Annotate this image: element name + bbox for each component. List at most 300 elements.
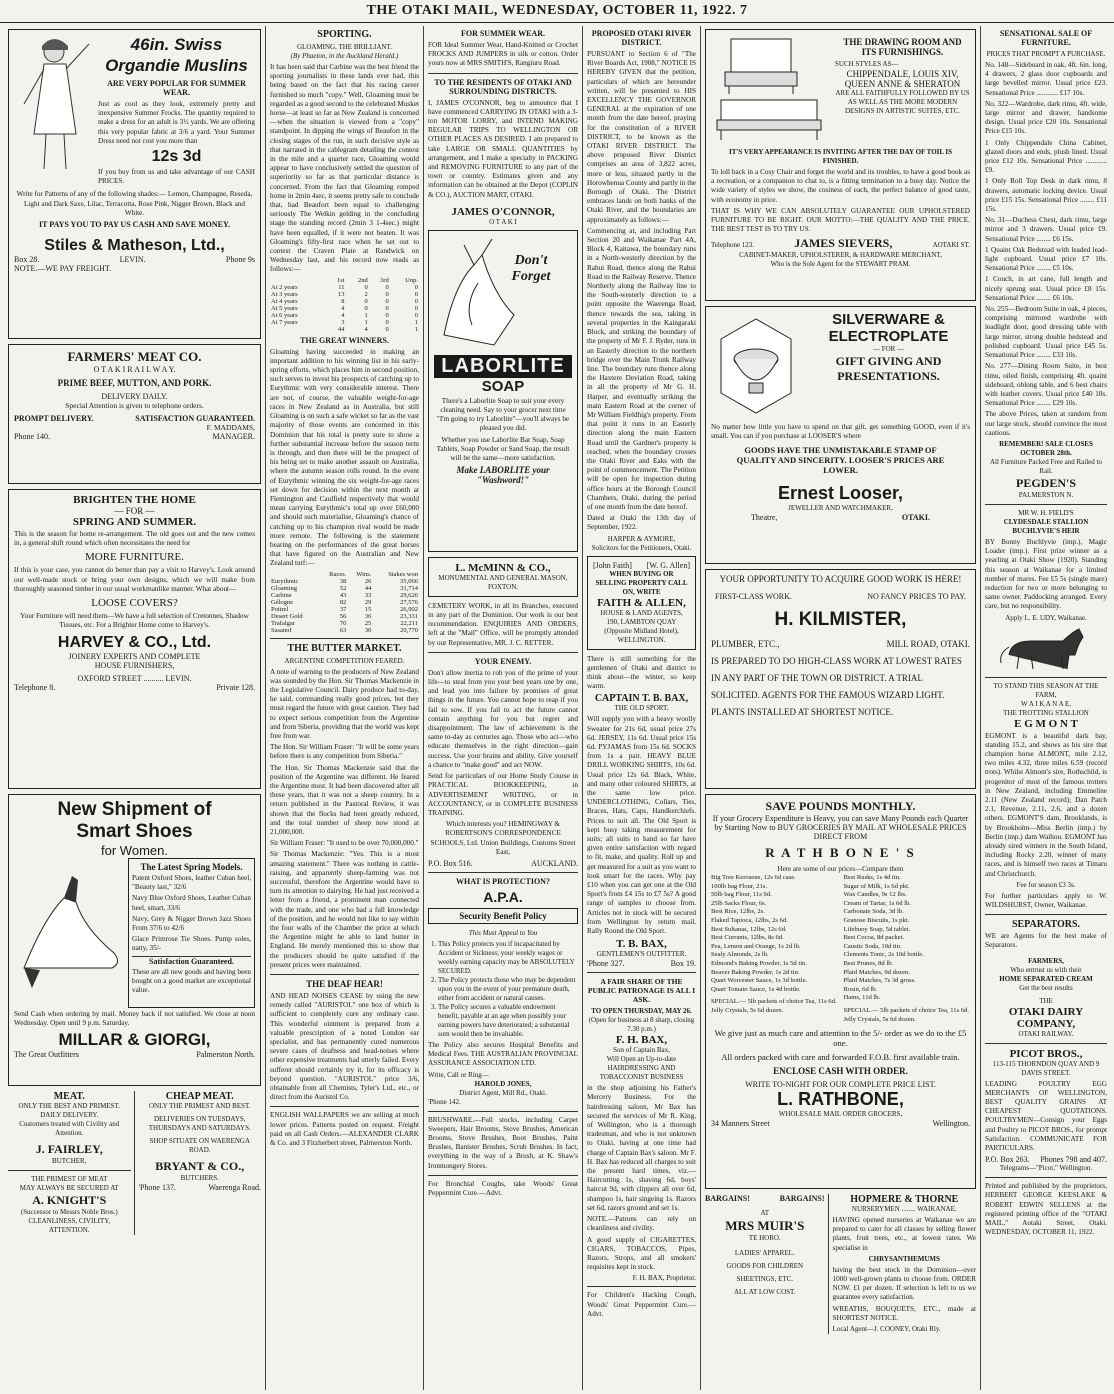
butter-title: THE BUTTER MARKET. xyxy=(287,642,402,654)
looser-town: OTAKI. xyxy=(901,513,930,523)
millar-models-box xyxy=(128,858,255,1008)
farmers-phone: Phone 140. xyxy=(14,432,50,441)
egmont-place: W A I K A N A E, xyxy=(1020,699,1072,708)
farmers-prompt: PROMPT DELIVERY. xyxy=(14,414,94,423)
sievers-trade: CABINET-MAKER, UPHOLSTERER, & HARDWARE MERCHANT, xyxy=(739,251,942,260)
separators-p: WE are Agents for the best make of Separators. xyxy=(985,932,1107,950)
millar-outfitters: The Great Outfitters xyxy=(14,1050,79,1060)
enemy-p2: Send for particulars of our Home Study Course in PRACTICAL BOOKKEEPING, in ADVERTISEMENT WRITING, or in ACCOUNTANCY, or in COMPLETE BUSINESS TRAINING. xyxy=(428,772,578,817)
table-row: Gélogne 82 29 27,576 xyxy=(271,598,418,606)
bax-name: CAPTAIN T. B. BAX, xyxy=(594,693,689,705)
deaf-title: THE DEAF HEAR! xyxy=(306,979,383,990)
harvey-private: Private 128. xyxy=(216,683,255,693)
millar-model-3: Navy, Grey & Nigger Brown Jazz Shoes From 37/6 to 42/6 xyxy=(132,914,251,933)
pegden-freight: All Furniture Packed Free and Railed to Rail. xyxy=(990,457,1102,475)
winners-table: Races. Wins. Stakes won Eurythmic 38 26 35,066 Gloaming 52 44 31,714 Carbine 43 33 29,626 Gélogne 82 29 27,576 Poitrel 37 15 26,902 Desert Gold 56 36 23,331 Trafalgar 70 25 22,211 Sasanof 63 30 20,770 xyxy=(271,570,418,634)
millar-model-4: Glace Primrose Tie Shoes. Pump soles, natty, 35/- xyxy=(132,935,251,953)
mcminn-sub: MONUMENTAL AND GENERAL MASON, xyxy=(438,573,568,582)
river-dated: Dated at Otaki the 13th day of September, 1922. xyxy=(587,514,696,532)
table-row: Sasanof 63 30 20,770 xyxy=(271,626,418,634)
mcminn-name: L. McMINN & CO., xyxy=(455,561,551,574)
enemy-p3: Which interests you? HEMINGWAY & ROBERTSON'S CORRESPONDENCE SCHOOLS, Ltd. Union Buildings, Customs Street East, xyxy=(430,820,576,856)
farmers-satisfaction: SATISFACTION GUARANTEED. xyxy=(135,414,255,423)
fh-open: TO OPEN THURSDAY, MAY 26. xyxy=(591,1007,692,1016)
rathbone-enclose: ENCLOSE CASH WITH ORDER. xyxy=(773,1066,908,1077)
chair-illustration-icon xyxy=(711,34,831,144)
swiss-price: 12s 3d xyxy=(151,148,202,166)
egmont-p: EGMONT is a beautiful dark bay, standing 15.2, and shows as his sire that champion horse ALMONT, mile 2.12, two miles 4.32, three miles 6.59 (record trots). Whilst Almont's sire, Rothschild, is progenitor of most of the famous trotters in New Zealand, including Emmeline 2.11 (New Zealand record); Dan Patch 2.1, Revenue, 2.11, 2.6, and a dozen others. EGMONT'S dam, Brooklands, is by Brookholm—Miss Berlin (imp.) by Berlin (imp.) dam Waihou. EGMONT has already sired winners in the South Island, including Rocky 2.20, winner of many races, and is himself two races at Timaru and Christchurch. xyxy=(985,731,1107,878)
list-item: Plaid Matches, 7s 3d gross. xyxy=(843,977,916,985)
column-3 xyxy=(424,26,583,1390)
muir-at: AT xyxy=(760,1209,770,1217)
millar-models-title: The Latest Spring Models. xyxy=(140,862,243,872)
sievers-guarantee: THAT IS WHY WE CAN ABSOLUTELY GUARANTEE OUR UPHOLSTERED FURNITURE TO BE RIGHT. OUR MOTTO:—THE QUALITY AND THE PRICE. THE BEST TEST IS TO TRY US. xyxy=(711,206,970,234)
cheap-trade: BUTCHERS. xyxy=(180,1174,219,1182)
cheap-l1: ONLY THE PRIMEST AND BEST. xyxy=(148,1102,251,1110)
list-item: Best Sultanas, 12lbs, 12s 6d. xyxy=(711,925,787,933)
sievers-advert xyxy=(705,29,976,301)
deaf-p8: AND HEAD NOISES CEASE by using the new remedy called "AURISTOL" one box of which is sufficient to completely cure any ordinary case. This wonderful ointment is prepared from a valuable prescription of a noted London ear specialist, and has permanently cured numerous severe cases of deafness and head-noises where other expensive treatments had utterly failed. Every sufferer should certainly try it, for its efficacy is beyond question. "AURISTOL" price 3/6, obtainable from all Chemists, Tyler's Ltd., etc., or direct from the Auristol Co. xyxy=(270,992,419,1102)
meat-title: MEAT. xyxy=(53,1091,85,1102)
farmers-line1: PRIME BEEF, MUTTON, AND PORK. xyxy=(57,378,212,388)
kilmister-road: MILL ROAD, OTAKI. xyxy=(886,639,970,649)
enemy-p: Don't allow inertia to rob you of the prime of your life—to steal from you your best years one by one, and lead you into failure by promises of great things in the future. You cannot hope to reap if you fail to sow. If you fail to act the future cannot contain anything for you but regret and disappointment. The law of achievement is the same to-day as centuries ago. Those who act—who educate themselves in the right direction—gain success. Use your brains and ability. Give yourself a chance to "make good" and act NOW. xyxy=(428,668,578,769)
table-row: At 4 years 8 0 0 0 xyxy=(271,297,418,305)
dairy-the: THE xyxy=(1039,996,1053,1005)
summer-title: FOR SUMMER WEAR. xyxy=(460,29,546,38)
cheap-l2: DELIVERIES ON TUESDAYS, THURSDAYS AND SATURDAYS. xyxy=(148,1115,251,1132)
harvey-tel: Telephone 8. xyxy=(14,683,56,693)
list-item: No. 148—Sideboard in oak, 4ft. 6in. long, 4 drawers, 2 glass door cupboards and large bevelled mirror. Usual price £23. Sensational Price ............ £17 10s. xyxy=(985,61,1107,97)
harvey-advert xyxy=(8,489,261,789)
egmont-further: For further particulars apply to W. WILDSHURST, Owner, Waikanae. xyxy=(985,891,1107,909)
enemy-city: AUCKLAND. xyxy=(531,858,578,868)
list-item: Best Cocoa, 8d packet. xyxy=(843,934,905,942)
list-item: Rosin, 6d lb. xyxy=(843,985,878,993)
hopmere-p2: having the best stock in the Dominion—over 1000 well-grown plants to choose from. ORDER NOW. £1 per dozen. If selection is left to us we guarantee every satisfaction. xyxy=(832,1265,976,1302)
list-item: 1. This Policy protects you if incapacitated by Accident or Sickness; your weekly wages or weekly earning capacity may be ABSOLUTELY SECURED. xyxy=(438,940,578,976)
rathbone-pricelist xyxy=(711,874,970,1024)
list-item: No. 322—Wardrobe, dark rimu, 4ft. wide, large mirror and drawer, handsome design. Usual price £20 10s. Sensational Price £15 10s. xyxy=(985,99,1107,136)
list-item: Best Prunes, 8d lb. xyxy=(843,959,894,967)
masthead: THE OTAKI MAIL, WEDNESDAY, OCTOBER 11, 1922. 7 xyxy=(366,3,748,18)
harvey-firm: HARVEY & CO., Ltd. xyxy=(57,634,212,652)
kilmister-l2: NO FANCY PRICES TO PAY. xyxy=(867,592,966,601)
bax-p: Will supply you with a heavy woolly Sweater for 21s 6d, usual price 27s 6d. JERSEY, 11s 6d. Usual price 15s 6d. PYJAMAS from 15s 6d. SOCKS from 1s a pair. HEAVY BLUE DRILL WORKING SHIRTS, 10s 6d. Usual price 12s 6d. Black, White, and many other coloured SHIRTS, at the same low price. UNDERCLOTHING, Collars, Ties, Braces, Hats, Caps, Handkerchiefs. Prices to suit all. The Old Sport is kept busy taking measurement for suits; all suits to hand so far have given entire satisfaction with regard to fit, make, and quality. Roll up and get measured for a suit as you want to look smart for the races. Why pay £10 when you can get one at the Old Sport's from £4 15s to £7 5s? A good range of samples to choose from. Articles not in stock will be secured from Wellington by return mail. Rally Round the Old Sport. xyxy=(587,715,696,936)
bax-sign2: GENTLEMEN'S OUTFITTER. xyxy=(596,950,687,959)
stallion-apply: Apply L. E. UDY, Waikanae. xyxy=(1005,613,1087,622)
looser-h2: ELECTROPLATE xyxy=(828,328,949,345)
muir-l4: ALL AT LOW COST. xyxy=(733,1288,796,1296)
millar-goods: These are all new goods and having been bought on a good market are exceptional value. xyxy=(132,967,251,995)
fh-sign: F. H. BAX, Proprietor. xyxy=(632,1274,696,1283)
oconnor-title: TO THE RESIDENTS OF OTAKI AND SURROUNDING DISTRICTS. xyxy=(434,77,572,96)
list-item: 3. The Policy secures a valuable endowment benefit, payable at an age when possibly your earning powers have deteriorated; a substantial sum would then be invaluable. xyxy=(438,1003,578,1039)
swiss-note: If you buy from us and take advantage of our CASH PRICES. xyxy=(98,168,255,186)
millar-h3: for Women. xyxy=(101,843,168,858)
dairy-name: OTAKI DAIRY COMPANY, xyxy=(1008,1005,1084,1030)
swiss-body: Just as cool as they look, extremely pretty and inexpensive Summer Frocks. The quantity required to make a dress for an adult is 3½ yards. We are offering this very popular fabric at 3/6 a yard. Your Summer Dress need not cost you more than xyxy=(98,100,255,145)
table-row: 44 4 0 1 xyxy=(338,325,418,333)
faith-addr: 190, LAMBTON QUAY (Opposite Midland Hotel), WELLINGTON. xyxy=(604,617,679,644)
stiles-box: Box 28. xyxy=(14,255,40,265)
gloaming-record-table: 1st 2nd 3rd Unp. At 2 years 11 0 0 0 At 3 years 13 2 0 0 At 4 years 8 0 0 0 At 5 years 4 0 0 0 At 6 years 4 1 0 0 At 7 years 3 1 0 1 44 4 0 1 xyxy=(271,276,418,333)
looser-goods: GOODS HAVE THE UNMISTAKABLE STAMP OF QUALITY AND SINCERITY. LOOSER'S PRICES ARE LOWER. xyxy=(736,445,945,476)
butter-p3: A note of warning to the producers of New Zealand was sounded by the Hon. Sir Thomas Mackenzie in the Legislative Council. Dairy produce had to-day, he said, commanding really good prices, but they must regard the future with great caution. They had to expect serious competition from the Argentine and from Siberia, providing that the world was kept free from war. xyxy=(270,667,419,740)
list-item: Best Rice, 12lbs, 2s. xyxy=(711,908,765,916)
column-6 xyxy=(981,26,1111,1390)
millar-firm: MILLAR & GIORGI, xyxy=(58,1030,211,1050)
fh-note: NOTE.—Patrons can rely on cleanliness and civility. xyxy=(587,1215,696,1233)
river-p1: PURSUANT to Section 6 of "The River Boards Act, 1908," NOTICE IS HEREBY GIVEN that the petition, particulars of which are hereunder written, will be presented to HIS EXCELLENCY THE GOVERNOR GENERAL at the expiration of one month from the date hereof, praying for the constitution of a RIVER DISTRICT, to be known as the OTAKI RIVER DISTRICT. The above proposed River District comprises an area of 3,822 acres, more or less, situated partly in the Horowhenua County and partly in the Borough of Otaki. The District embraces lands on both banks of the Otaki River, and the boundaries are approximately as follows:— xyxy=(587,50,696,224)
egmont-title: TO STAND THIS SEASON AT THE FARM, xyxy=(993,681,1099,699)
knight-l2: MAY ALWAYS BE SECURED AT xyxy=(19,1184,119,1192)
apa-list xyxy=(428,940,578,1039)
sievers-name: JAMES SIEVERS, xyxy=(794,236,893,251)
table-row: At 7 years 3 1 0 1 xyxy=(271,318,418,326)
looser-name: Ernest Looser, xyxy=(777,483,904,504)
table-row: At 5 years 4 0 0 0 xyxy=(271,304,418,312)
brushware-p: BRUSHWARE.—Full stocks, including Carpet Sweepers, Hair Brooms, Stove Brushes, American Brooms, Stove Brushes, Boot Brushes, Paint Brushes, Banister Brushes, Scrub Brushes. In fact, everything in the way of a Brush, at K. Shaw's Ironmongery Stores. xyxy=(428,1115,578,1170)
stallion-title: CLYDESDALE STALLION xyxy=(1003,517,1089,526)
table-row: Trafalgar 70 25 22,211 xyxy=(271,619,418,627)
summer-p: FOR Ideal Summer Wear, Hand-Knitted or Crochet FROCKS AND JUMPERS in silk or cotton. Order yours now at MRS SMITH'S, Rangiuru Road. xyxy=(428,41,578,68)
looser-p: No matter how little you have to spend on that gift, get something GOOD, even if it's small. You can if you purchase at LOOSER'S where xyxy=(711,423,970,441)
list-item: Plaid Matches, 9d dozen. xyxy=(843,968,910,976)
rathbone-advert xyxy=(705,794,976,1189)
millar-model-2: Navy Blue Oxford Shoes, Leather Cuban heel, smart, 33/6 xyxy=(132,894,251,912)
rathbone-give: We give just as much care and attention to the 5/- order as we do to the £5 one. xyxy=(714,1028,967,1049)
cheap-title: CHEAP MEAT. xyxy=(165,1091,234,1102)
rathbone-name: R A T H B O N E ' S xyxy=(765,845,916,860)
harvey-loose: LOOSE COVERS? xyxy=(91,597,178,610)
harvey-sub1: JOINERY EXPERTS AND COMPLETE xyxy=(68,652,201,662)
table-row: Gloaming 52 44 31,714 xyxy=(271,584,418,592)
sievers-styles: SUCH STYLES AS— xyxy=(835,60,899,68)
butter-sub: ARGENTINE COMPETITION FEARED. xyxy=(284,656,405,665)
hopmere-agent: Local Agent—J. COONEY, Otaki Rly. xyxy=(832,1325,941,1334)
stallion-p: BY Bonny Buchlyvie (imp.), Magic Loader (imp.). First prize winner as a yearling at Otaki Show (1920). Standing this season at Waikanae for a limited number of mares. Fee £5 5s (single mare) reduction for two or more belonging to same owner. Paddocking arranged. Every care, but no responsibility. xyxy=(985,537,1107,611)
sievers-s3: ARE ALL FAITHFULLY FOLLOWED BY US AS WELL AS THE MORE MODERN DESIGNS IN ARTISTIC SUITES, ETC. xyxy=(835,89,970,115)
stiles-phone: Phone 9s xyxy=(225,255,255,265)
list-item: 50lb bag Flour, 11s 9d. xyxy=(711,891,772,899)
list-item: Quart Worcester Sauce, 1s 3d bottle. xyxy=(711,977,808,985)
pegden-town: PALMERSTON N. xyxy=(1018,490,1074,499)
lady-illustration-icon xyxy=(14,34,98,174)
kilmister-name: H. KILMISTER, xyxy=(774,609,907,630)
shoe-illustration-icon xyxy=(14,858,124,1008)
list-item: Beaver Baking Powder, 1s 2d tin. xyxy=(711,968,800,976)
list-item: No. 277—Dining Room Suite, in best rimu, oiled finish, comprising 4ft. quaint sideboard, oblong table, and 6 best chairs with leather covers. Usual price £40 10s. Sensational Price ........ £29 10s. xyxy=(985,362,1107,408)
list-item: 1 Only Chippendale China Cabinet, glazed doors and ends, plush lined. Usual price £12 10s. Sensational Price ............ £9. xyxy=(985,138,1107,175)
sievers-s1: CHIPPENDALE, LOUIS XIV, xyxy=(846,69,959,79)
kilmister-advert xyxy=(705,569,976,789)
hopmere-advert xyxy=(833,1194,976,1334)
rathbone-firm: L. RATHBONE, xyxy=(777,1089,904,1110)
list-item: Lifebuoy Soap, 5d tablet. xyxy=(843,925,911,933)
river-p2: Commencing at, and including Part Section 20 and Waikanae Part 4A, Block 4, Kaitawa, the boundary runs in a North-westerly direction by the Rahui Road, thence along the Rahui Road to the Railway Reserve. Thence Northerly along the Railway line to the South-westerly direction to a point opposite the Waerenga Road, thence towards the sea, taking in several properties in the Kaingaraki Block, and striking the boundary of the property of Mr F. J. Ryder, runs in an Easterly direction to the northern bridge over the Main Trunk Railway line. The boundary runs thence along the Haxtere Deviation Road, taking in all the property of Mr G. H. Harper, and eventually striking the main Eastern Road at the corner of Mr William Fieldhig's property. From that point it runs in an Easterly direction along the main Eastern Road until the Gardner's property is reached, when the boundary crosses the Otaki River and Eaks with the point of commencement. The Petition will be open for inspection during office hours at the Borough Council Chambers, Otaki, during the period of one month from the date hereof. xyxy=(587,226,696,511)
looser-for: — FOR — xyxy=(872,345,905,353)
oconnor-p: I, JAMES O'CONNOR, beg to announce that I have commenced CARRYING IN OTAKI with a 3-ton MOTOR LORRY, and INTEND MAKING REGULAR TRIPS TO WELLINGTON OR OTHER PLACES AS DESIRED. I am prepared to take LARGE OR SMALL QUANTITIES by arrangement, and I make a specialty in PACKING and REMOVING FURNITURE to any part of the town or country. Estimates given and any information can be obtained at the Depot (COPLIN & CO.), AUCTION MART, OTAKI. xyxy=(428,98,578,199)
cheap-name: BRYANT & CO., xyxy=(155,1159,245,1173)
rathbone-all: All orders packed with care and forwarded F.O.B. first available train. xyxy=(721,1052,960,1063)
list-item: No. 31—Duchess Chest, dark rimu, large mirror and 3 drawers. Usual price £9. Sensational Price ........ £6 15s. xyxy=(985,216,1107,243)
millar-giorgi-advert xyxy=(8,794,261,1086)
bax-sub: THE OLD SPORT, xyxy=(614,704,669,713)
knight-l5: ATTENTION. xyxy=(48,1226,90,1234)
kilmister-p: IS PREPARED TO DO HIGH-CLASS WORK AT LOWEST RATES IN ANY PART OF THE TOWN OR DISTRICT. A TRIAL SOLICITED. AGENTS FOR THE FAMOUS WIZARD LIGHT. PLANTS INSTALLED AT SHORTEST NOTICE. xyxy=(711,656,962,717)
list-item: No. 255—Bedroom Suite in oak, 4 pieces, comprising mirrored wardrobe with leadlight door, good dressing table with large mirror, strong double bedstead and polished cupboard. Usual price £45 5s. Sensational Price ........ £33 10s. xyxy=(985,305,1107,360)
laborlite-p2: Whether you use Laborlite Bar Soap, Soap Tablets, Soap Powder or Sand Soap, the result will be the same—more satisfaction. xyxy=(436,435,570,463)
fh-p: in the shop adjoining his Father's Mercery Business. For the hairdressing saloon, Mr Bax has secured the services of Mr R. King, of Wellington, who is a thorough tradesman, and who is not unknown to Otaki, having at one time had charge of Captain Bax's saloon. Mr F. H. Bax has reduced all charges to suit the present hard times, viz.—Haircutting 1s, shaving 6d, boys' haircut 9d, with clippers all over 6d, shampoo 1s, hair singeing 1s. Razors set 6d, razors ground and set 1s. xyxy=(587,1084,696,1212)
bottom-row xyxy=(705,1194,976,1334)
farmers-manager: F. MADDAMS, xyxy=(206,423,255,432)
sievers-st: AOTAKI ST. xyxy=(932,241,970,250)
harvey-h1: BRIGHTEN THE HOME xyxy=(73,494,196,506)
list-item: Edmond's Baking Powder, 1s 5d tin. xyxy=(711,959,807,967)
table-row: Eurythmic 38 26 35,066 xyxy=(271,577,418,585)
laborlite-brand: LABORLITE xyxy=(434,355,572,378)
stiles-advert xyxy=(8,29,261,339)
egmont-sub: THE TROTTING STALLION xyxy=(1003,708,1089,717)
muir-place: TE HORO. xyxy=(748,1234,781,1242)
picot-box: P.O. Box 263. xyxy=(985,1155,1030,1165)
cheap-l3: SHOP SITUATE ON WAERENGA ROAD. xyxy=(149,1137,251,1154)
list-item: Caustic Soda, 10d tin. xyxy=(843,942,902,950)
column-2 xyxy=(266,26,424,1390)
apa-p: The Policy also secures Hospital Benefits and Medical Fees. THE AUSTRALIAN PROVINCIAL ASSURANCE ASSOCIATION LTD. xyxy=(428,1040,578,1068)
sievers-tel: Telephone 123. xyxy=(711,241,755,250)
butter-p7: Sir Thomas Mackenzie: "Yes. This is a most amazing statement." There was nothing in cattle-raising, and apparently sheep-farming was not successful, therefore the Argentine would have to turn its attention to dairying. He had just received a letter from a friend, a prominent man connected with the trade, and one who had a full knowledge of the position, and he would not like to say within the four walls of the Chamber the price at which the Argentine might be able to land butter in England. He merely mentioned this to show that the producers should be quite satisfied if the present prices were maintained. xyxy=(270,850,419,969)
butter-p6: Sir William Fraser: "It used to be over 70,000,000." xyxy=(270,839,419,848)
river-signed2: Solicitors for the Petitioners, Otaki. xyxy=(591,543,692,552)
knight-l4: CLEANLINESS, CIVILITY, xyxy=(28,1217,111,1225)
list-item: Best Rusks, 1s 4d tin. xyxy=(843,874,901,881)
hopmere-chrys: CHRYSANTHEMUMS xyxy=(868,1254,940,1263)
column-4 xyxy=(583,26,701,1390)
list-item: 100lb bag Flour, 21s. xyxy=(711,882,767,890)
faith-left: [John Faith] xyxy=(593,560,632,570)
list-item: Cream of Tartar, 1s 6d lb. xyxy=(843,899,911,907)
laborlite-tag: Make LABORLITE your "Washword!" xyxy=(456,465,550,486)
bax-intro: There is still something for the gentlemen of Otaki and district to think about—the winter, so keep warm. xyxy=(587,654,696,691)
enemy-box: P.O. Box 516. xyxy=(428,858,473,868)
river-title: PROPOSED OTAKI RIVER DISTRICT. xyxy=(591,29,692,47)
pegden-sub: PRICES THAT PROMPT A PURCHASE. xyxy=(986,50,1106,58)
muir-name: MRS MUIR'S xyxy=(725,1218,805,1233)
list-item: Sugar of Milk, 1s 6d pkt. xyxy=(843,882,910,890)
apa-phone: 'Phone 142. xyxy=(428,1097,461,1106)
faith-allen-advert xyxy=(587,556,696,650)
list-item: Sealy Almonds, 2s lb. xyxy=(711,951,769,959)
winners-title: THE GREAT WINNERS. xyxy=(300,335,389,345)
masthead-rule xyxy=(0,22,1114,23)
picot-p: LEADING POULTRY EGG MERCHANTS OF WELLINGTON, BEST QUALITY GRAINS AT CHEAPEST QUOTATIONS. POULTRYMEN—Consign your Eggs and Poultry to PICOT BROS., for prompt Satisfaction. COMMUNICATE FOR PARTICULARS. xyxy=(985,1079,1107,1153)
dairy-best: Get the best results xyxy=(1019,983,1073,992)
harvey-p2: If this is your case, you cannot do better than pay a visit to Harvey's. Look around our well-made stock or bring your own designs, which we will make from thoroughly seasoned timber in our usual workmanlike manner. What about— xyxy=(14,566,255,593)
muir-l1: LADIES' APPAREL. xyxy=(734,1249,795,1257)
apa-intro: This Must Appeal to You xyxy=(468,928,538,937)
faith-name: FAITH & ALLEN, xyxy=(597,596,686,609)
fh-supply: A good supply of CIGARETTES, CIGARS, TOBACCOS, Pipes, Razors, Strops, and all smokers' requisites kept in stock. xyxy=(587,1235,696,1272)
millar-town: Palmerston North. xyxy=(196,1050,255,1060)
knight-l1: THE PRIMEST OF MEAT xyxy=(31,1175,108,1183)
harvey-sub2: HOUSE FURNISHERS, xyxy=(94,661,175,671)
list-item: Pea, Lemon and Orange, 1s 2d lb. xyxy=(711,942,801,950)
rathbone-title: SAVE POUNDS MONTHLY. xyxy=(765,799,916,813)
apa-policy: Security Benefit Policy xyxy=(428,908,578,924)
pegden-remember: REMEMBER! SALE CLOSES OCTOBER 28th. xyxy=(999,439,1093,457)
swiss-slogan: IT PAYS YOU TO PAY US CASH AND SAVE MONEY. xyxy=(38,220,230,230)
kilmister-l1: FIRST-CLASS WORK. xyxy=(715,592,792,601)
oconnor-name: JAMES O'CONNOR, xyxy=(451,205,555,218)
separators-title: SEPARATORS. xyxy=(1011,919,1081,931)
apa-write: Write, Call or Ring— xyxy=(428,1070,489,1079)
harvey-h3: SPRING AND SUMMER. xyxy=(72,516,197,528)
rathbone-here: Here are some of our prices—Compare them xyxy=(777,865,904,873)
looser-trade: JEWELLER AND WATCHMAKER, xyxy=(788,504,893,513)
pegden-name: PEGDEN'S xyxy=(1015,475,1076,490)
table-row: Poitrel 37 15 26,902 xyxy=(271,605,418,613)
picot-tele: Telegrams—"Picot," Wellington. xyxy=(999,1164,1093,1173)
list-item: Hams, 11d lb. xyxy=(843,994,881,1002)
dairy-farmers: FARMERS, xyxy=(1028,956,1064,965)
apa-title: WHAT IS PROTECTION? xyxy=(456,876,550,886)
sporting-p1: It has been said that Carbine was the best friend the sporting journalists in these lands ever had, this being based on the fact that his racing career furnished so much "copy." Well, Gloaming must be regarded as a good second to the celebrated Musket horse—at least so far as New Zealand is concerned—when the situation is viewed from a "copy" standpoint. In dipping the wings of Beaufort in the closing stages of the run, in such decisive style as that narrated in the cablegram detailing the contest in the mile and a quarter race, Gloaming would appear to have conclusively settled the question of superiority so far as that particular distance is concerned. From the fact that Gloaming romped home in 2min 4sec, it seems pretty safe to conclude that, had Beaufort been equal to challenging seriously The Welkin gelding in the concluding stage the standing record (2min 3 1-4sec.) might have been equalled, if it were not beaten. It was Gloaming's fifty-first race when he set out to contest the Craven Plate at Randwick on Wednesday last, and his record now reads as follows:— xyxy=(270,63,419,274)
muir-b1: BARGAINS! xyxy=(705,1194,750,1203)
fh-l1: Will Open an Up-to-date HAIRDRESSING AND TOBACCONIST BUSINESS xyxy=(599,1055,684,1082)
list-item: 1 Quaint Oak Bedstead with leaded lead-light cupboard. Usual price £7 10s. Sensational Price ........ £5 10s. xyxy=(985,245,1107,273)
millar-h2: Smart Shoes xyxy=(76,821,193,842)
faith-l1: WHEN BUYING OR SELLING PROPERTY CALL ON, WRITE xyxy=(595,569,688,596)
column-5 xyxy=(701,26,981,1390)
muir-l2: GOODS FOR CHILDREN xyxy=(726,1262,804,1270)
table-row: Carbine 43 33 29,626 xyxy=(271,591,418,599)
dairy-home: HOME SEPARATED CREAM xyxy=(999,974,1093,983)
swiss-headline: 46in. Swiss Organdie Muslins xyxy=(105,35,248,75)
list-item: Big Tree Kerosene, 12s 6d case. xyxy=(711,874,796,881)
swiss-sub: ARE VERY POPULAR FOR SUMMER WEAR. xyxy=(107,79,246,97)
farmers-meat-advert xyxy=(8,344,261,484)
meat-name: J. FAIRLEY, xyxy=(35,1142,103,1156)
laborlite-soap: SOAP xyxy=(481,377,525,395)
stiles-firm: Stiles & Matheson, Ltd., xyxy=(44,237,225,255)
column-1 xyxy=(4,26,266,1390)
stiles-freight: NOTE.—WE PAY FREIGHT. xyxy=(14,264,112,274)
farmers-line3: Special Attention is given to telephone orders. xyxy=(65,401,204,410)
rathbone-city: Wellington. xyxy=(932,1119,970,1129)
dairy-p: Who entrust us with their xyxy=(1010,965,1082,974)
list-item: 2. The Policy protects those who may be dependent upon you in the event of your premature death, either from accident or natural causes. xyxy=(438,976,578,1003)
fh-name: F. H. BAX, xyxy=(615,1034,668,1047)
fh-sub: Son of Captain Bax, xyxy=(613,1046,670,1055)
oconnor-town: O T A K I xyxy=(489,217,517,226)
butter-p4: The Hon. Sir William Fraser: "It will be some years before there is any competition from Siberia." xyxy=(270,743,419,761)
river-signed: HARPER & AYMORE, xyxy=(607,534,676,543)
picot-phones: Phones 798 and 407. xyxy=(1040,1155,1107,1165)
muir-advert xyxy=(705,1194,829,1334)
pegden-title: SENSATIONAL SALE OF FURNITURE. xyxy=(999,29,1093,47)
millar-model-1: Patent Oxford Shoes, leather Cuban heel, "Beauty last," 32/6 xyxy=(132,874,251,892)
mcminn-p: CEMETERY WORK, in all its Branches, executed in any part of the Dominion. Our work is our best recommendation. ENQUIRIES AND ORDERS, left at the "Mail" Office, will be promptly attended by our Representative, MR. J. C. RETTER. xyxy=(428,601,578,647)
looser-theatre: Theatre, xyxy=(751,513,778,523)
bax-box: Box 19. xyxy=(670,959,696,969)
list-item: 25lb Sacks Flour, 6s. xyxy=(711,899,767,907)
list-item: Best Currants, 12lbs, 8s 6d. xyxy=(711,934,784,942)
harvey-p1: This is the season for home re-arrangement. The old goes out and the new comes in, a general shift round which often necessitates the need for xyxy=(14,530,255,548)
list-item: 1 Couch, in art cane, full length and nicely sprung seat. Usual price £8 15s. Sensational Price ........ £6 10s. xyxy=(985,275,1107,302)
sievers-s2: QUEEN ANNE & SHERATON xyxy=(844,79,961,89)
knight-l3: (Successor to Messrs Noble Bros.) xyxy=(20,1208,118,1216)
rathbone-special-left: SPECIAL.— 5lb packets of choice Tea, 11s 6d. Jelly Crystals, 5s 6d dozen. xyxy=(711,998,837,1014)
swiss-patterns: Write for Patterns of any of the following shades:— Lemon, Champagne, Reseda, Light and Dark Saxe, Lilac, Terracotta, Rose Pink, Nigger Brown, Black and White. xyxy=(16,190,253,217)
apa-agent: HAROLD JONES, xyxy=(474,1079,532,1088)
looser-advert xyxy=(705,306,976,564)
dairy-place: OTAKI RAILWAY. xyxy=(1018,1029,1074,1038)
enemy-title: YOUR ENEMY. xyxy=(474,656,532,666)
meat-l1: ONLY THE BEST AND PRIMEST. xyxy=(18,1102,121,1110)
apa-brand: A.P.A. xyxy=(483,888,523,905)
kilmister-title: YOUR OPPORTUNITY TO ACQUIRE GOOD WORK IS HERE! xyxy=(719,574,962,584)
rathbone-wholesale: WHOLESALE MAIL ORDER GROCERS, xyxy=(778,1110,903,1119)
rathbone-p: If your Grocery Expenditure is Heavy, you can save Many Pounds each Quarter by Starting Now to BUY GROCERIES BY MAIL AT WHOLESALE PRICES DIRECT FROM xyxy=(712,814,969,841)
hopmere-p3: WREATHS, BOUQUETS, ETC., made at SHORTEST NOTICE. xyxy=(832,1304,976,1322)
bax-sign: T. B. BAX, xyxy=(616,938,667,951)
egmont-name: E G M O N T xyxy=(1014,717,1078,730)
sporting-title: SPORTING. xyxy=(317,29,372,40)
sievers-title: THE DRAWING ROOM AND ITS FURNISHINGS. xyxy=(843,37,962,57)
col3-foot: For Bronchial Coughs, take Woods' Great Peppermint Cure.—Advt. xyxy=(428,1179,578,1197)
list-item: Flaked Tapioca, 12lbs, 2s 6d. xyxy=(711,916,788,924)
hopmere-trade: NURSERYMEN ........ WAIKANAE. xyxy=(851,1205,957,1213)
butter-p5: The Hon. Sir Thomas Mackenzie said that the position of the Argentine was different. He feared the Argentine most. It had been discovered after all these years, that it was not a sheep country. In a return published in the Pastoral Review, it was shown that the flocks had been greatly reduced, and the total number of sheep now stood at 21,000,000. xyxy=(270,763,419,836)
meat-l3: Customers treated with Civility and Attention. xyxy=(19,1120,120,1137)
farmers-title: FARMERS' MEAT CO. xyxy=(67,349,202,364)
looser-h3: GIFT GIVING AND PRESENTATIONS. xyxy=(835,354,942,383)
laborlite-p1: There's a Laborlite Soap to suit your every cleaning need. Say to your grocer next time "I'm going to try Laborlite"—you'll always be pleased you did. xyxy=(436,396,570,433)
sievers-p: To loll back in a Cosy Chair and forget the world and its troubles, to have a good book as a recreation, or a companion to chat to, is a fitting termination to a busy day. Notice the wide variety of styles we show, the cosiness of each, the perfect balance of good taste, with economy in price. xyxy=(711,168,970,204)
rathbone-special-right: SPECIAL.— 5lb packets of choice Tea, 11s 6d. Jelly Crystals, 5s 6d dozen. xyxy=(843,1006,970,1023)
kilmister-trade: PLUMBER, ETC., xyxy=(711,639,780,649)
knight-name: A. KNIGHT'S xyxy=(32,1193,107,1207)
laborlite-advert xyxy=(428,230,578,552)
imprint: Printed and published by the proprietors, HERBERT GEORGE KEESLAKE & ROBERT EDWIN SELLENS at the registered printing office of the "OTAKI MAIL," Aotaki Street, Otaki. WEDNESDAY, OCTOBER 11, 1922. xyxy=(985,1182,1107,1237)
wallpaper-notice: ENGLISH WALLPAPERS we are selling at much lower prices. Patterns posted on request. Freight paid on all Cash Orders.—ALEXANDER CLARK & Co. and 3 Fitzherbert street, Palmerston North. xyxy=(270,1111,419,1148)
mcminn-advert xyxy=(428,557,578,597)
harvey-p3: Your Furniture will need them—We have a full selection of Cretonnes, Shadow Tissues, etc. For a Brighter Home come to Harvey's. xyxy=(20,612,249,630)
looser-h1: SILVERWARE & xyxy=(832,311,945,328)
fh-hours: (Open for business at 8 sharp, closing 7.30 p.m.) xyxy=(588,1016,695,1034)
picot-name: PICOT BROS., xyxy=(1009,1047,1083,1060)
picot-addr: 113-115 THORNDON QUAY AND 9 DAVIS STREET. xyxy=(992,1059,1100,1077)
list-item: Carbonate Soda, 3d lb. xyxy=(843,908,904,916)
farmers-manager-title: MANAGER. xyxy=(212,432,255,441)
cheap-road: Waerenga Road. xyxy=(208,1183,261,1192)
millar-guarantee: Satisfaction Guaranteed. xyxy=(132,956,251,966)
meat-trade: BUTCHER, xyxy=(52,1157,87,1165)
list-item: Quart Tomato Sauce, 1s 4d bottle. xyxy=(711,985,801,993)
egmont-fee: Fee for season £3 3s. xyxy=(1016,880,1076,889)
stallion-name: BUCHLYVIE'S HEIR xyxy=(1012,526,1080,535)
muir-l3: SHEETINGS, ETC. xyxy=(736,1275,794,1283)
faith-sub: HOUSE & LAND AGENTS, xyxy=(600,608,683,617)
bax-phone: 'Phone 327. xyxy=(587,959,625,969)
farmers-line2: DELIVERY DAILY. xyxy=(101,392,168,401)
millar-send: Send Cash when ordering by mail. Money back if not satisfied. We close at noon Wednesday. Open until 9 p.m. Saturday. xyxy=(14,1010,255,1028)
sievers-appeal: IT'S VERY APPEARANCE IS INVITING AFTER THE DAY OF TOIL IS FINISHED. xyxy=(728,148,953,165)
sporting-sub: GLOAMING, THE BRILLIANT. xyxy=(296,43,392,51)
rathbone-write: WRITE TO-NIGHT FOR OUR COMPLETE PRICE LIST. xyxy=(745,1080,936,1090)
